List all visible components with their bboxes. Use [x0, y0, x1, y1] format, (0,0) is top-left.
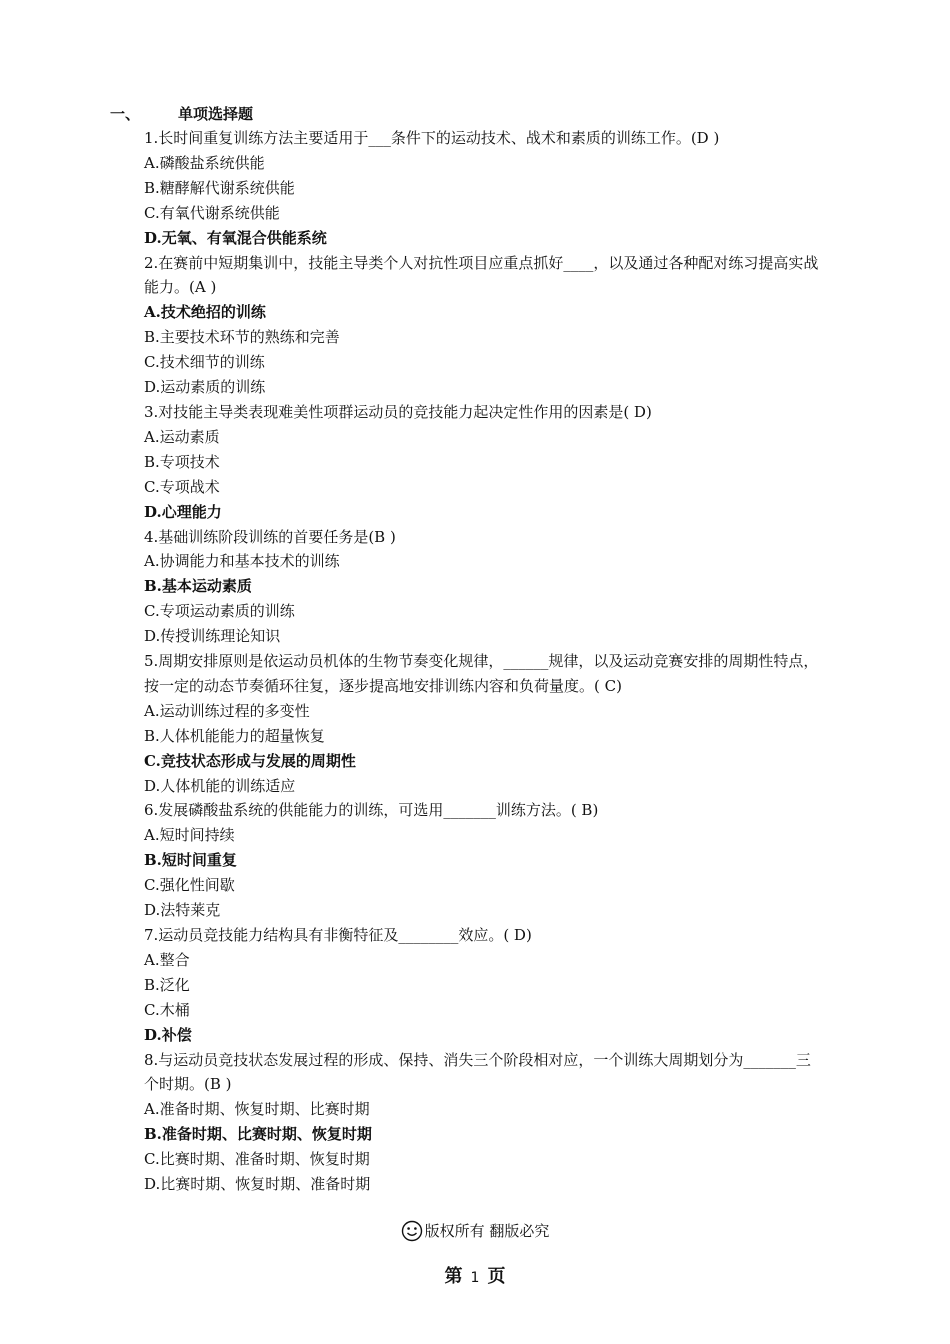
answer-option-correct: D.无氧、有氧混合供能系统 [144, 228, 327, 247]
question-stem: 1.长时间重复训练方法主要适用于___条件下的运动技术、战术和素质的训练工作。(D ) [144, 129, 720, 147]
answer-option: B.主要技术环节的熟练和完善 [144, 328, 340, 347]
answer-option: A.磷酸盐系统供能 [144, 153, 265, 172]
answer-option: B.糖酵解代谢系统供能 [144, 178, 295, 197]
section-number: 一、 [110, 105, 141, 123]
answer-option: A.准备时期、恢复时期、比赛时期 [144, 1100, 370, 1119]
page-number [0, 1262, 950, 1288]
answer-option: C.有氧代谢系统供能 [144, 203, 280, 222]
answer-option: D.比赛时期、恢复时期、准备时期 [144, 1175, 371, 1194]
answer-option: B.专项技术 [144, 452, 220, 471]
answer-option: D.运动素质的训练 [144, 378, 266, 397]
answer-option-correct: B.短时间重复 [144, 851, 237, 870]
question-stem: 2.在赛前中短期集训中，技能主导类个人对抗性项目应重点抓好____，以及通过各种配对练习提高实战能力。(A ) [144, 253, 819, 297]
answer-option-correct: A.技术绝招的训练 [144, 303, 266, 322]
page-suffix: 页 [487, 1266, 506, 1287]
answer-option: B.人体机能能力的超量恢复 [144, 726, 325, 745]
answer-option-correct: C.竞技状态形成与发展的周期性 [144, 751, 356, 770]
answer-option-correct: D.补偿 [144, 1025, 192, 1044]
answer-option: C.专项战术 [144, 477, 220, 496]
answer-option-correct: B.基本运动素质 [144, 577, 252, 596]
answer-option: A.协调能力和基本技术的训练 [144, 552, 340, 571]
question-list [144, 126, 824, 1197]
page-number-value: 1 [470, 1270, 480, 1286]
question-stem: 4.基础训练阶段训练的首要任务是(B ) [144, 527, 396, 546]
answer-option-correct: B.准备时期、比赛时期、恢复时期 [144, 1125, 372, 1144]
answer-option: C.木桶 [144, 1000, 190, 1019]
copyright-text: 版权所有 翻版必究 [424, 1222, 550, 1240]
answer-option: A.运动训练过程的多变性 [144, 701, 310, 720]
answer-option: A.整合 [144, 950, 190, 969]
answer-option: C.比赛时期、准备时期、恢复时期 [144, 1150, 370, 1169]
answer-option: A.运动素质 [144, 427, 220, 446]
section-title: 单项选择题 [178, 105, 254, 123]
question-stem: 3.对技能主导类表现难美性项群运动员的竞技能力起决定性作用的因素是( D) [144, 402, 652, 421]
answer-option: B.泛化 [144, 975, 190, 994]
page-prefix: 第 [444, 1266, 463, 1287]
answer-option: D.法特莱克 [144, 901, 221, 920]
question-stem: 5.周期安排原则是依运动员机体的生物节奏变化规律，______规律，以及运动竞赛安排的周期性特点，按一定的动态节奏循环往复，逐步提高地安排训练内容和负荷量度。( C) [144, 652, 819, 695]
answer-option-correct: D.心理能力 [144, 502, 222, 521]
answer-option: C.技术细节的训练 [144, 353, 265, 372]
copyright-notice [0, 1218, 950, 1250]
answer-option: A.短时间持续 [144, 826, 235, 845]
question-stem: 8.与运动员竞技状态发展过程的形成、保持、消失三个阶段相对应，一个训练大周期划分为_______三个时期。(B ) [144, 1050, 811, 1094]
question-stem: 7.运动员竞技能力结构具有非衡特征及________效应。( D) [144, 926, 532, 944]
answer-option: D.传授训练理论知识 [144, 627, 281, 646]
smiley-icon [401, 1220, 423, 1250]
question-stem: 6.发展磷酸盐系统的供能能力的训练，可选用_______训练方法。( B) [144, 801, 599, 820]
section-heading [110, 102, 253, 126]
answer-option: D.人体机能的训练适应 [144, 776, 296, 795]
answer-option: C.强化性间歇 [144, 876, 235, 895]
answer-option: C.专项运动素质的训练 [144, 602, 295, 621]
